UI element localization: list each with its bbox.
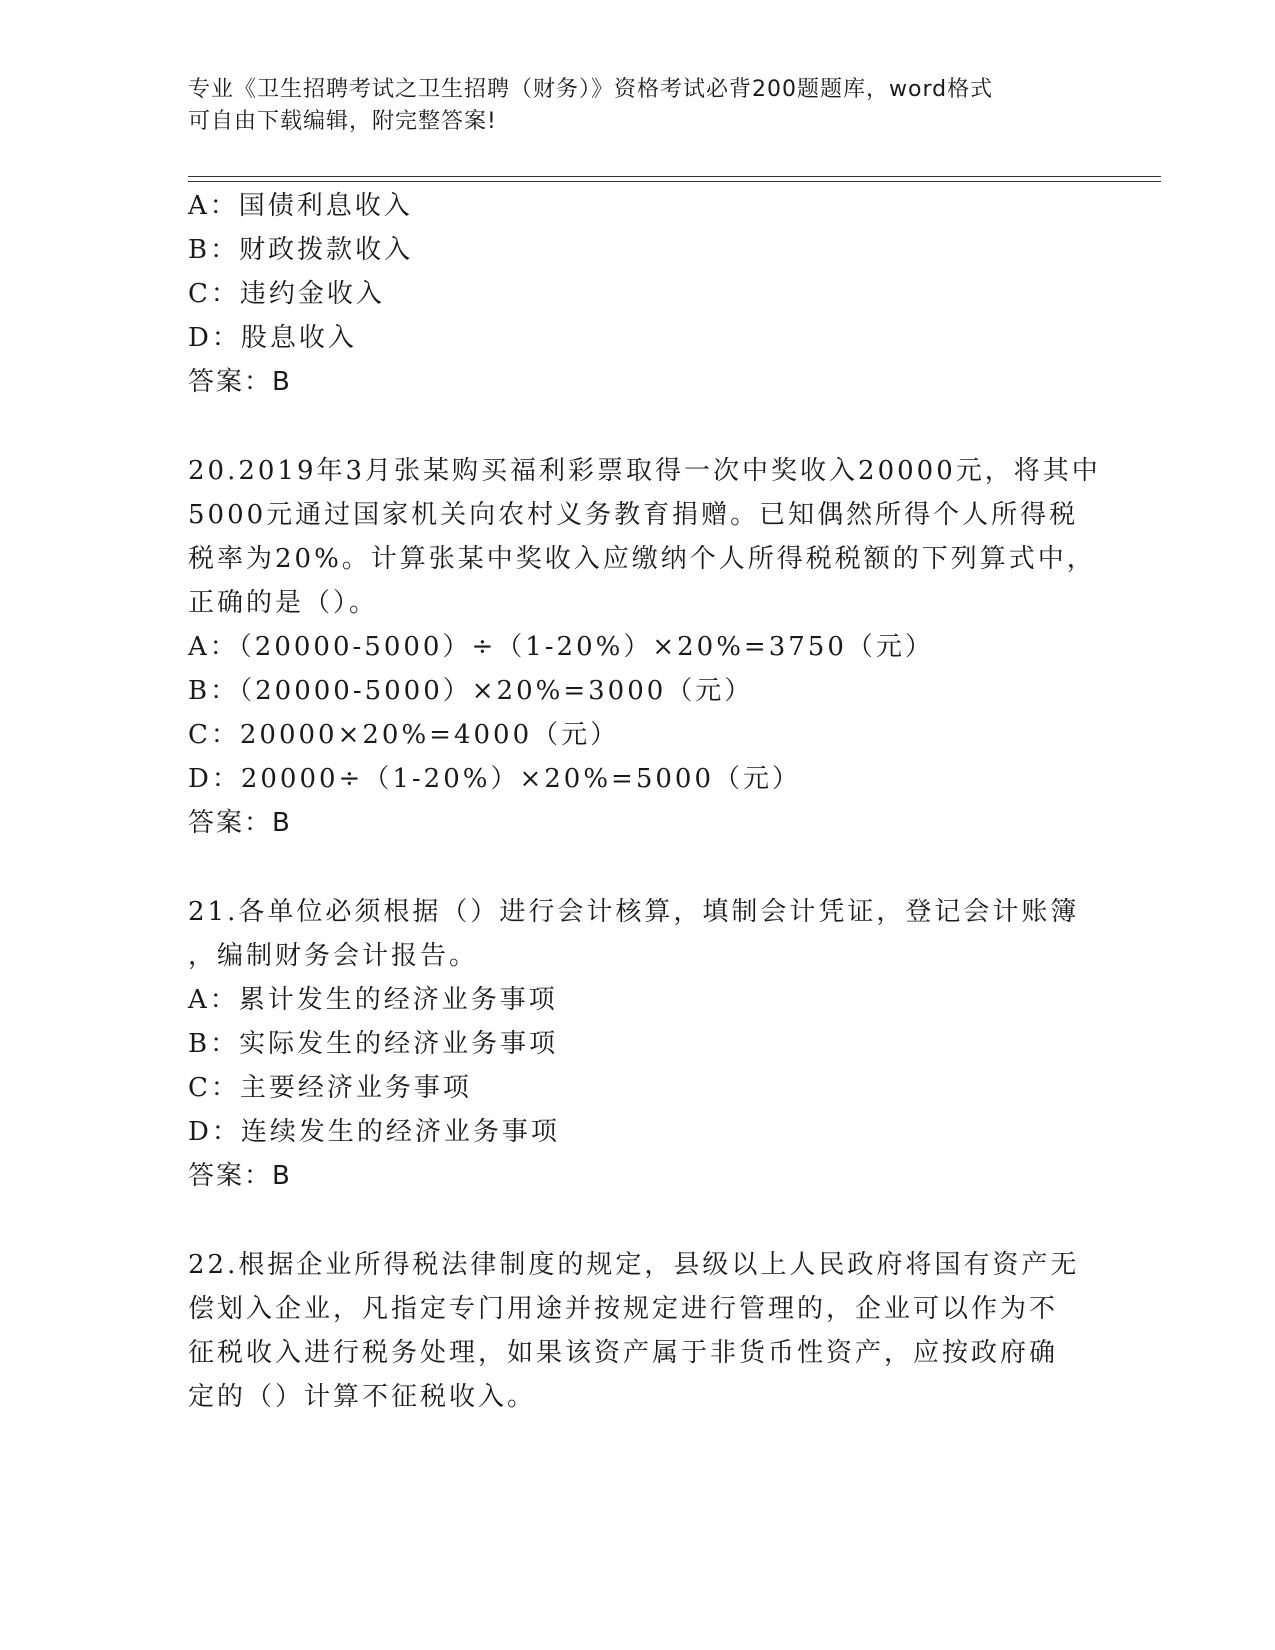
header-line-2: 可自由下载编辑，附完整答案!	[188, 109, 497, 134]
q19-option-c: C：违约金收入	[188, 279, 385, 309]
q20-option-c: C：20000×20%=4000（元）	[188, 720, 620, 750]
q19-option-d: D：股息收入	[188, 323, 357, 353]
q21-option-d: D：连续发生的经济业务事项	[188, 1117, 560, 1147]
q19-option-b: B：财政拨款收入	[188, 235, 414, 265]
q21-stem-line-1: 21.各单位必须根据（）进行会计核算，填制会计凭证，登记会计账簿	[188, 897, 1080, 927]
q20-answer: 答案：B	[188, 808, 292, 838]
q20-stem-line-4: 正确的是（）。	[188, 588, 379, 618]
q21-option-a: A：累计发生的经济业务事项	[188, 985, 558, 1015]
q19-answer: 答案：B	[188, 367, 292, 397]
q20-stem-line-1: 20.2019年3月张某购买福利彩票取得一次中奖收入20000元，将其中	[188, 456, 1101, 486]
q22-stem-line-2: 偿划入企业，凡指定专门用途并按规定进行管理的，企业可以作为不	[188, 1294, 1059, 1324]
document-header	[188, 74, 1088, 138]
q20-stem-line-3: 税率为20%。计算张某中奖收入应缴纳个人所得税税额的下列算式中，	[188, 544, 1096, 574]
q20-option-a: A：（20000-5000）÷（1-20%）×20%=3750（元）	[188, 632, 934, 662]
q22-stem-line-3: 征税收入进行税务处理，如果该资产属于非货币性资产，应按政府确	[188, 1338, 1059, 1368]
header-line-1: 专业《卫生招聘考试之卫生招聘（财务）》资格考试必背200题题库，word格式	[188, 77, 994, 102]
header-divider-bottom	[188, 181, 1161, 182]
q20-option-b: B：（20000-5000）×20%=3000（元）	[188, 676, 754, 706]
q20-option-d: D：20000÷（1-20%）×20%=5000（元）	[188, 764, 801, 794]
q21-stem-line-2: ，编制财务会计报告。	[188, 941, 479, 971]
header-divider-top	[188, 176, 1161, 177]
q21-option-c: C：主要经济业务事项	[188, 1073, 472, 1103]
q22-stem-line-4: 定的（）计算不征税收入。	[188, 1382, 537, 1412]
q20-stem-line-2: 5000元通过国家机关向农村义务教育捐赠。已知偶然所得个人所得税	[188, 500, 1079, 530]
q19-option-a: A：国债利息收入	[188, 191, 413, 221]
q21-answer: 答案：B	[188, 1161, 292, 1191]
q22-stem-line-1: 22.根据企业所得税法律制度的规定，县级以上人民政府将国有资产无	[188, 1250, 1080, 1280]
q21-option-b: B：实际发生的经济业务事项	[188, 1029, 559, 1059]
